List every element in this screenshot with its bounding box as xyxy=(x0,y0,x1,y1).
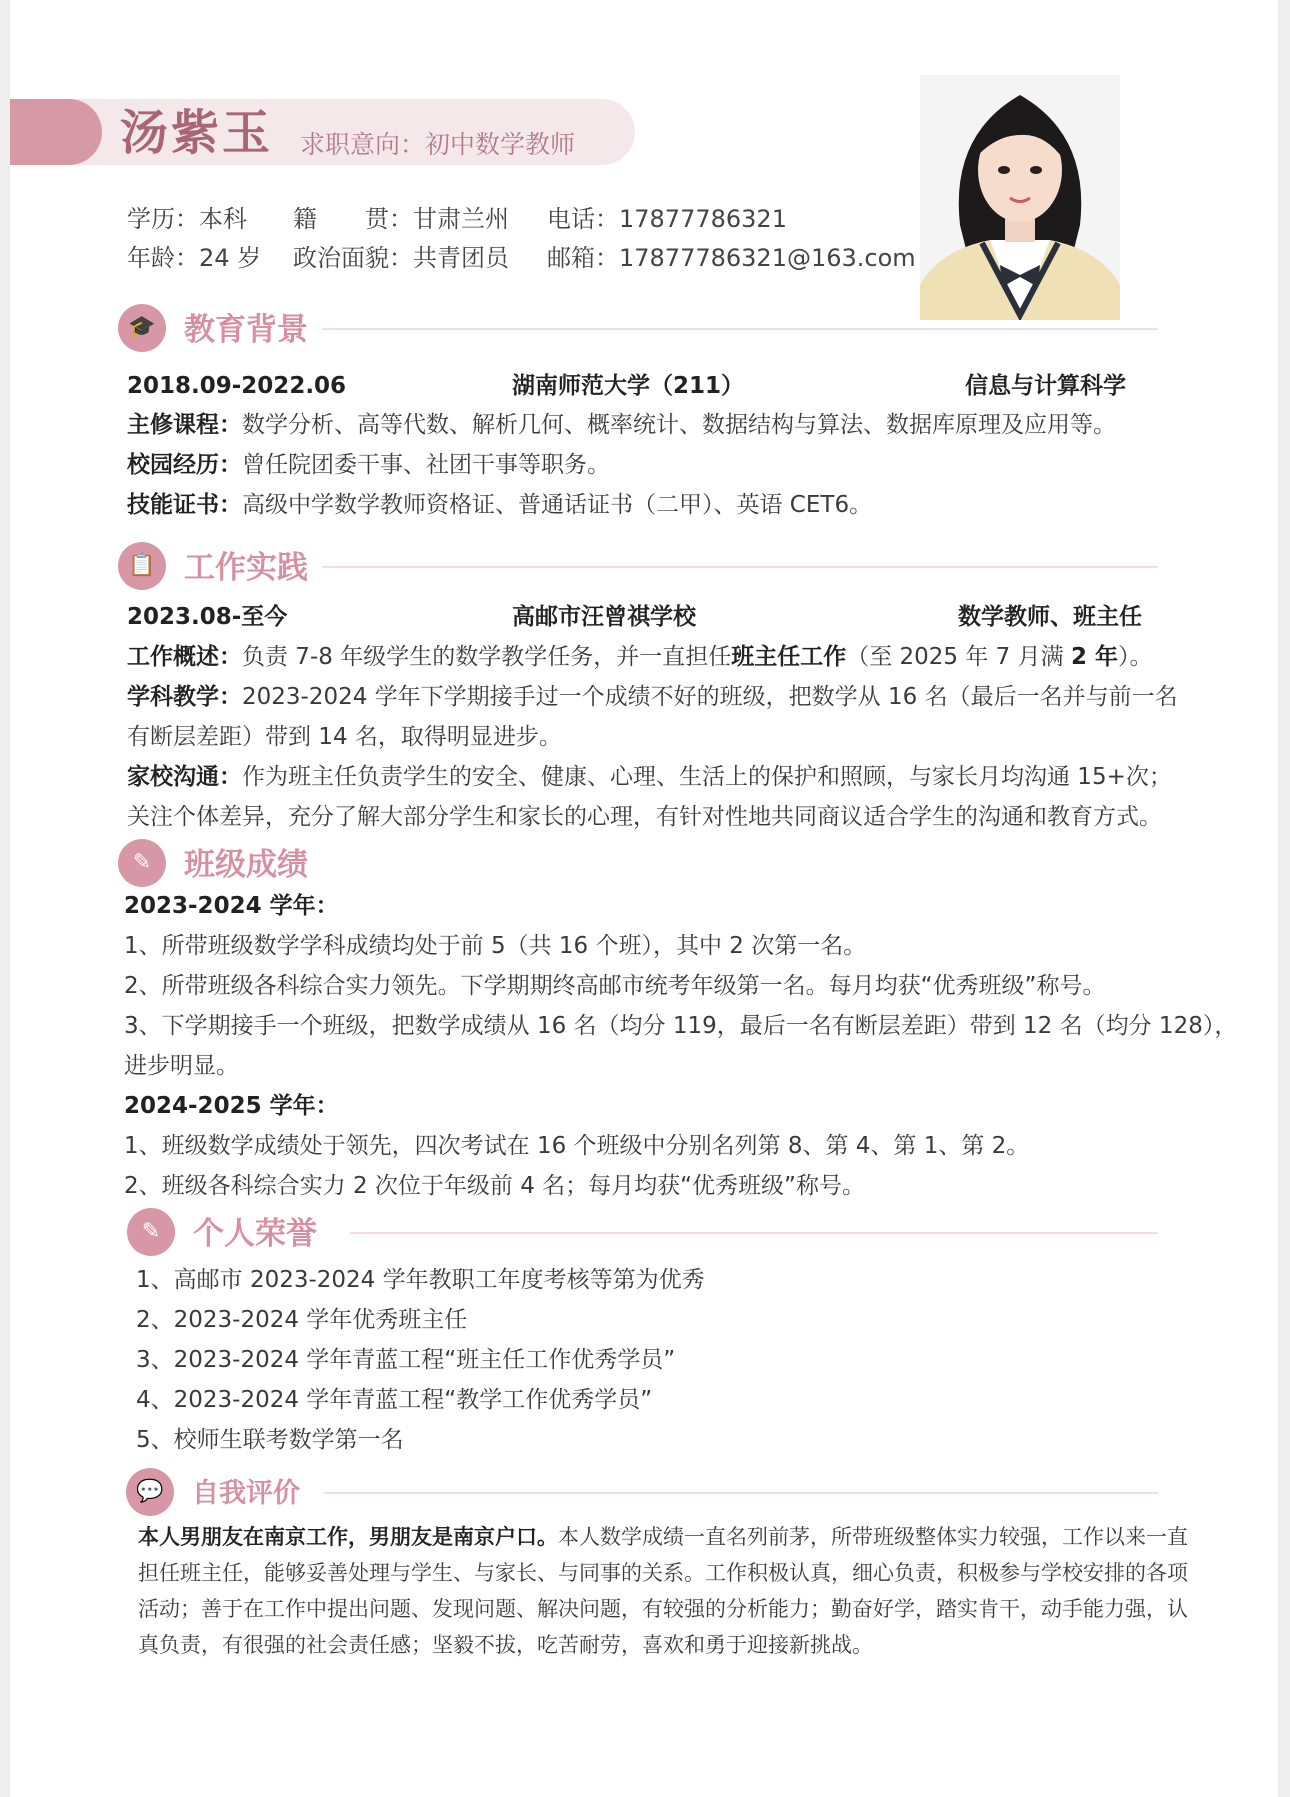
class-y1-item2: 2、所带班级各科综合实力领先。下学期期终高邮市统考年级第一名。每月均获“优秀班级”称号。 xyxy=(124,973,1106,999)
edu-courses-label: 主修课程： xyxy=(127,412,242,438)
section-class-header xyxy=(118,839,1158,889)
info-email: 邮箱：17877786321@163.com xyxy=(547,244,916,272)
self-eval-bold: 本人男朋友在南京工作，男朋友是南京户口。 xyxy=(138,1525,558,1549)
work-overview-label: 工作概述： xyxy=(127,644,242,670)
work-comm-label: 家校沟通： xyxy=(127,764,242,790)
edu-campus-label: 校园经历： xyxy=(127,452,242,478)
info-age: 年龄：24 岁 xyxy=(127,244,262,272)
work-teaching-label: 学科教学： xyxy=(127,684,242,710)
section-title-self: 自我评价 xyxy=(192,1478,300,1509)
work-role: 数学教师、班主任 xyxy=(958,604,1142,630)
work-overview xyxy=(127,641,1152,673)
class-y2-item2: 2、班级各科综合实力 2 次位于年级前 4 名；每月均获“优秀班级”称号。 xyxy=(124,1173,865,1199)
class-y1-item3-cont: 进步明显。 xyxy=(124,1053,239,1079)
honor-item: 2、2023-2024 学年优秀班主任 xyxy=(136,1307,468,1333)
work-overview-text-b: 班主任工作 xyxy=(731,644,847,670)
edu-campus xyxy=(127,449,610,481)
info-hometown-value: 甘肃兰州 xyxy=(413,205,509,233)
section-honors-header xyxy=(127,1208,1167,1258)
work-teaching-line1 xyxy=(127,681,1178,713)
work-overview-text-a: 负责 7-8 年级学生的数学教学任务，并一直担任 xyxy=(242,644,732,670)
job-intent: 求职意向：初中数学教师 xyxy=(300,130,576,159)
clipboard-icon: 📋 xyxy=(118,542,166,590)
info-hometown-label: 籍 贯： xyxy=(293,205,413,233)
section-divider xyxy=(324,1492,1158,1494)
honor-item: 5、校师生联考数学第一名 xyxy=(136,1427,404,1453)
edu-certs-text: 高级中学数学教师资格证、普通话证书（二甲）、英语 CET6。 xyxy=(242,492,873,518)
section-divider xyxy=(322,566,1158,568)
chat-bubble-icon: 💬 xyxy=(126,1468,174,1516)
portrait-illustration xyxy=(920,75,1120,320)
edit-icon: ✎ xyxy=(118,839,166,887)
edu-major: 信息与计算科学 xyxy=(965,373,1126,399)
work-period: 2023.08-至今 xyxy=(127,604,288,630)
work-comm-text-1: 作为班主任负责学生的安全、健康、心理、生活上的保护和照顾，与家长月均沟通 15+次； xyxy=(242,764,1172,790)
class-year2: 2024-2025 学年： xyxy=(124,1093,339,1119)
honor-item: 4、2023-2024 学年青蓝工程“教学工作优秀学员” xyxy=(136,1387,653,1413)
edit-icon: ✎ xyxy=(127,1208,175,1256)
honor-item: 1、高邮市 2023-2024 学年教职工年度考核等第为优秀 xyxy=(136,1267,705,1293)
info-political: 政治面貌：共青团员 xyxy=(293,244,509,272)
section-title-education: 教育背景 xyxy=(184,312,308,348)
edu-campus-text: 曾任院团委干事、社团干事等职务。 xyxy=(242,452,610,478)
candidate-name: 汤紫玉 xyxy=(120,105,274,161)
edu-school: 湖南师范大学（211） xyxy=(512,373,745,399)
info-phone: 电话：17877786321 xyxy=(547,205,787,233)
work-comm-line2: 关注个体差异，充分了解大部分学生和家长的心理，有针对性地共同商议适合学生的沟通和教育方式。 xyxy=(127,804,1162,830)
resume-page xyxy=(10,0,1278,1797)
info-hometown xyxy=(293,204,509,234)
section-title-honors: 个人荣誉 xyxy=(193,1216,317,1252)
edu-courses-text: 数学分析、高等代数、解析几何、概率统计、数据结构与算法、数据库原理及应用等。 xyxy=(242,412,1116,438)
edu-certs-label: 技能证书： xyxy=(127,492,242,518)
section-education-header xyxy=(118,304,1158,354)
edu-courses xyxy=(127,409,1116,441)
graduation-cap-icon: 🎓 xyxy=(118,304,166,352)
class-y2-item1: 1、班级数学成绩处于领先，四次考试在 16 个班级中分别名列第 8、第 4、第 1、第 2。 xyxy=(124,1133,1030,1159)
work-school: 高邮市汪曾祺学校 xyxy=(512,604,696,630)
name-banner-accent xyxy=(10,99,102,165)
section-divider xyxy=(322,328,1158,330)
work-teaching-line2: 有断层差距）带到 14 名，取得明显进步。 xyxy=(127,724,562,750)
section-self-header xyxy=(126,1468,1166,1518)
edu-certs xyxy=(127,489,872,521)
section-title-class: 班级成绩 xyxy=(184,847,308,883)
self-eval-text-1: 本人数学成绩一直名列前茅，所带班级整体实力较强，工作以来一直 xyxy=(558,1525,1188,1549)
work-comm-line1 xyxy=(127,761,1172,793)
profile-photo xyxy=(920,75,1120,320)
section-work-header xyxy=(118,542,1158,592)
class-year1: 2023-2024 学年： xyxy=(124,893,339,919)
self-eval-line3: 活动；善于在工作中提出问题、发现问题、解决问题，有较强的分析能力；勤奋好学，踏实肯干，动手能力强，认 xyxy=(138,1597,1188,1621)
work-overview-text-c: （至 2025 年 7 月满 xyxy=(846,644,1071,670)
class-y1-item1: 1、所带班级数学学科成绩均处于前 5（共 16 个班），其中 2 次第一名。 xyxy=(124,933,867,959)
self-eval-line2: 担任班主任，能够妥善处理与学生、与家长、与同事的关系。工作积极认真，细心负责，积极参与学校安排的各项 xyxy=(138,1561,1188,1585)
edu-period: 2018.09-2022.06 xyxy=(127,373,347,399)
work-teaching-text-1: 2023-2024 学年下学期接手过一个成绩不好的班级，把数学从 16 名（最后一名并与前一名 xyxy=(242,684,1178,710)
info-education: 学历：本科 xyxy=(127,205,247,233)
work-overview-text-d: 2 年 xyxy=(1070,644,1118,670)
section-title-work: 工作实践 xyxy=(184,550,308,586)
self-eval-line4: 真负责，有很强的社会责任感；坚毅不拔，吃苦耐劳，喜欢和勇于迎接新挑战。 xyxy=(138,1633,873,1657)
honor-item: 3、2023-2024 学年青蓝工程“班主任工作优秀学员” xyxy=(136,1347,676,1373)
section-divider xyxy=(350,1232,1158,1234)
class-y1-item3: 3、下学期接手一个班级，把数学成绩从 16 名（均分 119，最后一名有断层差距）带到 12 名（均分 128）， xyxy=(124,1013,1238,1039)
work-overview-text-e: ）。 xyxy=(1117,644,1153,670)
self-eval-line1 xyxy=(138,1519,1188,1555)
